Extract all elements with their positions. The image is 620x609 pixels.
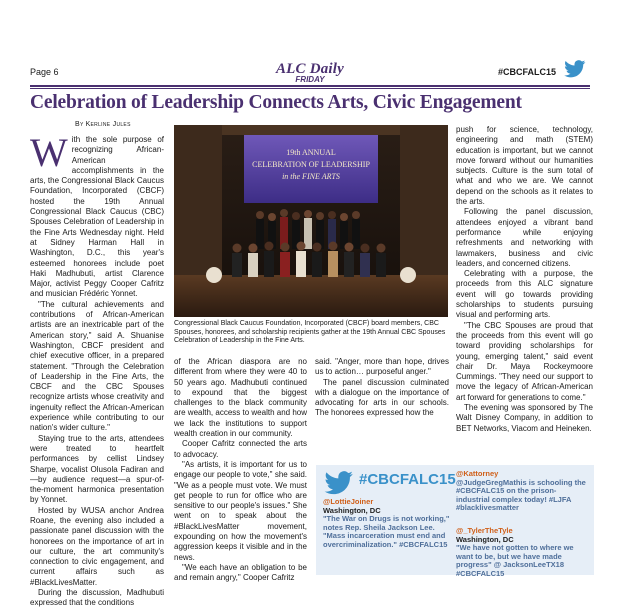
header-rule-thin <box>30 88 590 89</box>
masthead-title: ALC Daily <box>275 61 345 77</box>
paragraph: Cooper Cafritz connected the arts to advocacy. <box>174 439 307 459</box>
paragraph: "The cultural achievements and contributions of African-American artists are an inextricable part of the American story," said A. Shuanise Washington, CBCF president and chief executive officer, in a prepared statement. "Through the Celebration of Leadership in the Fine Arts, the CBCF and the CBC Spouses recognize artists whose creativity and ingenuity reflect the African-American experience while contributing to our nation's wider culture." <box>30 299 164 433</box>
paragraph: said. "Anger, more than hope, drives us to action… purposeful anger." <box>315 357 449 377</box>
paragraph: Staying true to the arts, attendees were treated to heartfelt performances by cellist Lindsey Sharpe, vocalist Olusola Fadiran and—by audience request—a spur-of-the-moment harmonica presentation by Yonnet. <box>30 433 164 505</box>
twitter-bird-icon <box>564 60 586 78</box>
tweet-box-hashtag: #CBCFALC15 <box>359 471 456 488</box>
byline-name: Kerline Jules <box>85 121 131 128</box>
tweet <box>456 470 590 513</box>
tweet <box>323 498 453 550</box>
tweet-location: Washington, DC <box>456 534 514 544</box>
paragraph: The evening was sponsored by The Walt Disney Company, in addition to BET Networks, Viacom and Heineken. <box>456 403 593 433</box>
tweet-text: @JudgeGregMathis is schooling the #CBCFALC15 on the prison-industrial complex today! #LJFA #blacklivesmatter <box>456 477 586 513</box>
header-hashtag: #CBCFALC15 <box>498 67 557 77</box>
screen-line-2: CELEBRATION OF LEADERSHIP <box>252 160 370 169</box>
article-column-3 <box>315 357 449 457</box>
tweet-handle[interactable]: @Kattorney <box>456 469 499 478</box>
page-number: Page 6 <box>30 67 59 77</box>
paragraph: "The CBC Spouses are proud that the proceeds from this event will go toward providing scholarships for young, emerging talent," said event chair Dr. Maya Rockeymoore Cummings. "They need our support to move the legacy of African-American art forward for generations to come." <box>456 320 593 402</box>
screen-line-3: in the FINE ARTS <box>282 172 340 181</box>
tweet-handle[interactable]: @_TylerTheTyle <box>456 526 513 535</box>
paragraph: During the discussion, Madhubuti expressed that the conditions <box>30 588 164 608</box>
header-rule <box>30 85 590 87</box>
page-header <box>0 0 620 84</box>
paragraph: Celebrating with a purpose, the proceeds from this ALC signature event will go towards providing scholarships to students pursuing visual and performing arts. <box>456 269 593 320</box>
drop-cap: W <box>30 130 68 175</box>
masthead <box>248 61 372 84</box>
paragraph: push for science, technology, engineering and math (STEM) education is important, but we cannot move forward without our humanities subjects. Culture is the sum total of what and who we are. We cannot depend on the schools as it relates to the arts. <box>456 125 593 207</box>
paragraph: of the African diaspora are no different from where they were 40 to 50 years ago. Madhubuti continued to expound that the biggest challenges to the black community are wealth, access to wealth and how we lack the institutions to support wealth creation in our community. <box>174 357 307 439</box>
article-column-1 <box>30 130 164 608</box>
paragraph: Following the panel discussion, attendees enjoyed a vibrant band performance while enjoying refreshments and networking with lawmakers, business and civic leaders, and concerned citizens. <box>456 207 593 268</box>
screen-line-1: 19th ANNUAL <box>286 148 336 157</box>
paragraph: "We each have an obligation to be and remain angry," Cooper Cafritz <box>174 562 307 583</box>
byline-prefix: By <box>75 121 84 128</box>
byline <box>75 121 131 128</box>
tweet-location: Washington, DC <box>323 505 381 515</box>
tweet <box>456 527 590 579</box>
paragraph: Hosted by WUSA anchor Andrea Roane, the evening also included a passionate panel discussion with the honorees on the importance of art in our culture, the art community's connection to civic engagement, and current affairs such as #BlackLivesMatter. <box>30 505 164 587</box>
paragraph: The panel discussion culminated with a dialogue on the importance of advocating for arts in our schools. The honorees expressed how the <box>315 377 449 418</box>
paragraph: "As artists, it is important for us to engage our people to vote," she said. "We as a people must vote. We must get people to run for office who are sensitive to our people's issues." She went on to speak about the #BlackLivesMatter movement, expounding on how the movement's aggression keeps it visible and in the news. <box>174 459 307 562</box>
article-column-2 <box>174 357 307 583</box>
masthead-day: FRIDAY <box>295 75 325 84</box>
twitter-bird-icon <box>324 471 354 495</box>
tweet-text: "The War on Drugs is not working," notes Rep. Sheila Jackson Lee. "Mass incarceration must end and overcriminalization." #CBCFALC15 <box>323 514 450 549</box>
paragraph: With the sole purpose of recognizing African-American accomplishments in the arts, the Congressional Black Caucus Foundation, Incorporated (CBCF) hosted the 19th Annual Congressional Black Caucus (CBC) Spouses Celebration of Leadership in the Fine Arts Wednesday night. Held at Sidney Harman Hall in Washington, D.C., this year's esteemed honorees include poet Haki Madhubuti, artist Clarence Major, activist Peggy Cooper Cafritz and musician Frédéric Yonnet. <box>30 130 164 299</box>
headline: Celebration of Leadership Connects Arts, Civic Engagement <box>30 92 522 113</box>
tweet-handle[interactable]: @LottieJoiner <box>323 497 374 506</box>
event-photo <box>174 125 448 317</box>
article-column-4 <box>456 125 593 475</box>
photo-caption: Congressional Black Caucus Foundation, Incorporated (CBCF) board members, CBC Spouses, honorees, and scholarship recipients gather at the 19th Annual CBC Spouses Celebration of Leadership in the Fine Arts. <box>174 320 446 345</box>
tweet-text: "We have not gotten to where we want to be, but we have made progress" @ JacksonLeeTX18 #CBCFALC15 <box>456 543 574 578</box>
stage-photo-illustration <box>174 125 448 317</box>
